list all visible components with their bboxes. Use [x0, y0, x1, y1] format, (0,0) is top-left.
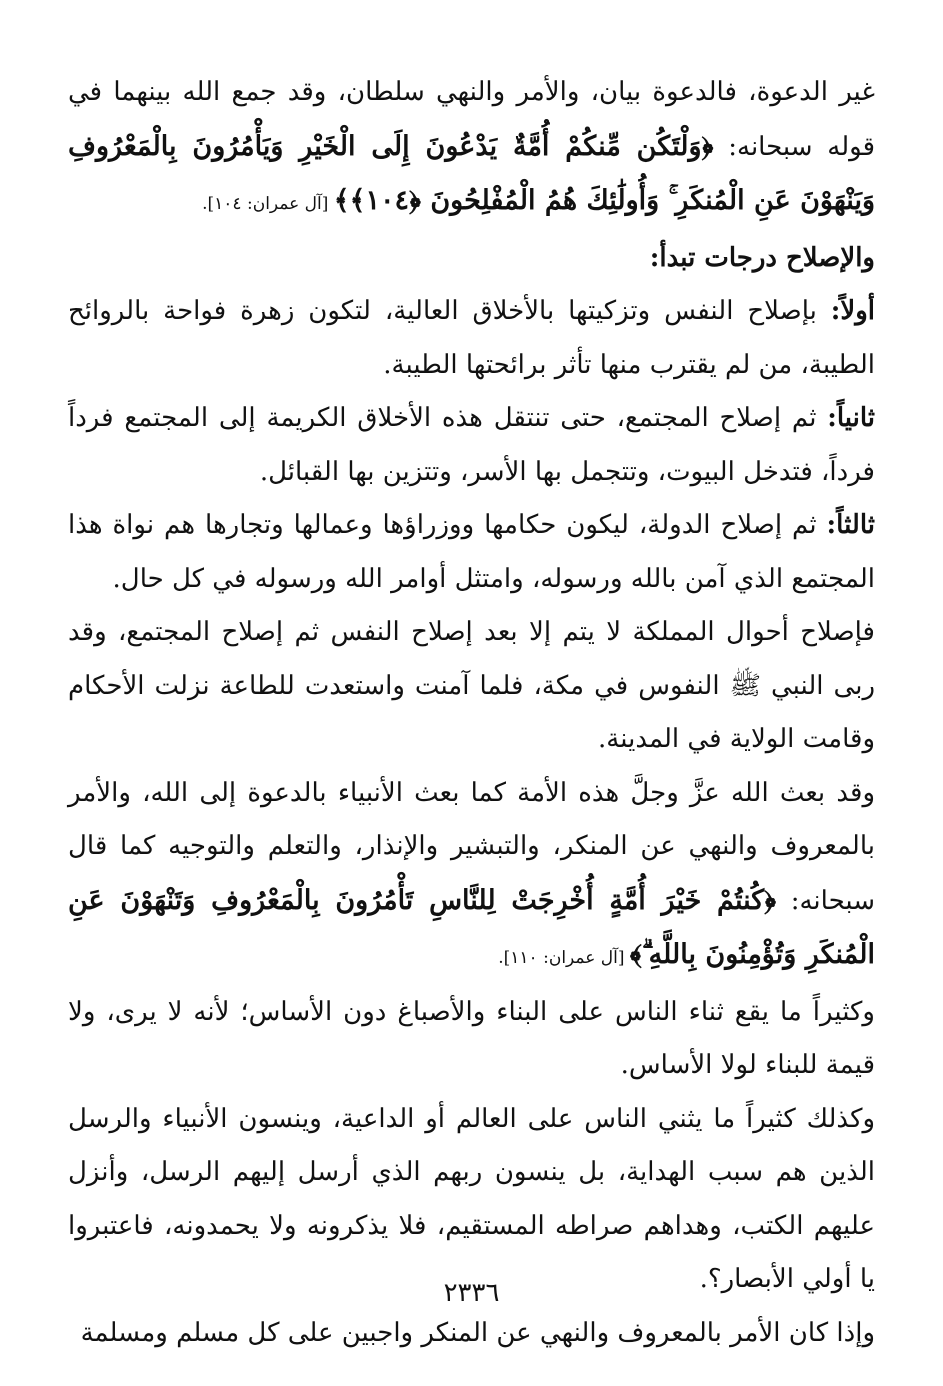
paragraph-text: بإصلاح النفس وتزكيتها بالأخلاق العالية، لتكون زهرة فواحة بالروائح الطيبة، من لم يقترب منها تأثر برائحتها الطيبة.: [68, 296, 875, 380]
lead-label: أولاً:: [830, 296, 875, 326]
paragraph-obligation: [68, 1307, 875, 1361]
paragraph-intro: [68, 66, 875, 232]
verse-reference: [آل عمران: ١٠٤].: [202, 194, 334, 214]
paragraph-foundation: [68, 986, 875, 1093]
paragraph-first-stage: [68, 285, 875, 392]
paragraph-mission: [68, 767, 875, 986]
quran-verse: ﴿وَلْتَكُن مِّنكُمْ أُمَّةٌ يَدْعُونَ إِلَى الْخَيْرِ وَيَأْمُرُونَ بِالْمَعْرُوفِ وَيَنْهَوْنَ عَنِ الْمُنكَرِ ۚ وَأُولَٰئِكَ هُمُ الْمُفْلِحُونَ ﴿١٠٤﴾﴾: [68, 130, 875, 216]
paragraph-text: ثم إصلاح المجتمع، حتى تنتقل هذه الأخلاق الكريمة إلى المجتمع فرداً فرداً، فتدخل البيوت، وتتجمل بها الأسر، وتتزين بها القبائل.: [68, 403, 875, 487]
paragraph-text: وكذلك كثيراً ما يثني الناس على العالم أو الداعية، وينسون الأنبياء والرسل الذين هم سبب الهداية، بل ينسون ربهم الذي أرسل إليهم الرسل، وأنزل عليهم الكتب، وهداهم صراطه المستقيم، فلا يذكرونه ولا يحمدونه، فاعتبروا يا أولي الأبصار؟.: [68, 1103, 875, 1294]
paragraph-text: فإصلاح أحوال المملكة لا يتم إلا بعد إصلاح النفس ثم إصلاح المجتمع، وقد ربى النبي ﷺ النفوس في مكة، فلما آمنت واستعدت للطاعة نزلت الأحكام وقامت الولاية في المدينة.: [68, 617, 875, 754]
section-heading: والإصلاح درجات تبدأ:: [649, 242, 875, 273]
paragraph-text: وقد بعث الله عزَّ وجلَّ هذه الأمة كما بعث الأنبياء بالدعوة إلى الله، والأمر بالمعروف والنهي عن المنكر، والتبشير والإنذار، والتعلم والتوجيه كما قال سبحانه:: [68, 777, 875, 916]
paragraph-text: وكثيراً ما يقع ثناء الناس على البناء والأصباغ دون الأساس؛ لأنه لا يرى، ولا قيمة للبناء لولا الأساس.: [68, 996, 875, 1080]
page-number: ٢٣٣٦: [443, 1278, 500, 1308]
quran-verse: ﴿كُنتُمْ خَيْرَ أُمَّةٍ أُخْرِجَتْ لِلنَّاسِ تَأْمُرُونَ بِالْمَعْرُوفِ وَتَنْهَوْنَ عَنِ الْمُنكَرِ وَتُؤْمِنُونَ بِاللَّهِ ۗ﴾: [68, 884, 875, 970]
paragraph-text: ثم إصلاح الدولة، ليكون حكامها ووزراؤها وعمالها وتجارها هم نواة هذا المجتمع الذي آمن بالله ورسوله، وامتثل أوامر الله ورسوله في كل حال.: [68, 510, 875, 594]
lead-label: ثانياً:: [827, 403, 875, 433]
paragraph-text: غير الدعوة، فالدعوة بيان، والأمر والنهي سلطان، وقد جمع الله بينهما في قوله سبحانه:: [68, 77, 875, 162]
lead-label: ثالثاً:: [826, 510, 875, 540]
paragraph-prophets: [68, 1093, 875, 1307]
paragraph-kingdom: [68, 606, 875, 767]
paragraph-text: وإذا كان الأمر بالمعروف والنهي عن المنكر واجبين على كل مسلم ومسلمة: [80, 1317, 875, 1348]
paragraph-second-stage: [68, 392, 875, 499]
body-text: [68, 66, 875, 1360]
verse-reference: [آل عمران: ١١٠].: [498, 948, 630, 968]
paragraph-third-stage: [68, 499, 875, 606]
